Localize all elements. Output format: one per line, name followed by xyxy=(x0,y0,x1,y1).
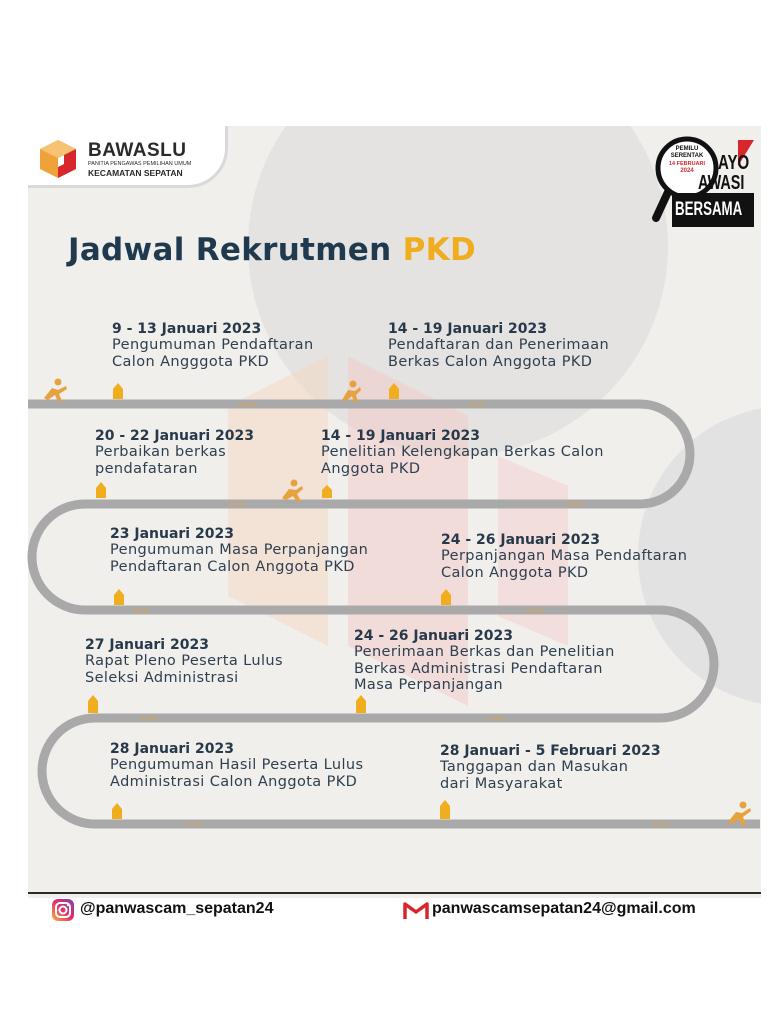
svg-text:>>>: >>> xyxy=(468,401,486,409)
badge-word-ayo: AYO xyxy=(718,152,750,174)
event-text: Perpanjangan Masa Pendaftaran xyxy=(441,548,688,564)
event-10 xyxy=(440,743,661,792)
event-text: Calon Angggota PKD xyxy=(112,353,270,370)
svg-text:>>>: >>> xyxy=(186,821,204,829)
event-text: Seleksi Administrasi xyxy=(85,669,239,686)
event-text: Perbaikan berkas xyxy=(95,444,227,460)
svg-text:>>>: >>> xyxy=(652,821,670,829)
instagram-handle[interactable]: @panwascam_sepatan24 xyxy=(80,900,274,917)
event-text: Pengumuman Pendaftaran xyxy=(112,337,314,353)
badge-word-bersama: BERSAMA xyxy=(675,199,743,220)
svg-text:<<<: <<< xyxy=(488,715,506,723)
event-date: 14 - 19 Januari 2023 xyxy=(388,321,547,337)
event-4 xyxy=(321,428,604,477)
badge-line3: 14 FEBRUARI xyxy=(668,161,706,167)
event-text: Penerimaan Berkas dan Penelitian xyxy=(354,644,615,660)
event-date: 28 Januari 2023 xyxy=(110,741,234,757)
event-text: Pendaftaran dan Penerimaan xyxy=(388,337,610,353)
event-5 xyxy=(110,526,368,575)
event-text: Pengumuman Masa Perpanjangan xyxy=(110,542,369,558)
badge-line2: SERENTAK xyxy=(670,153,704,159)
event-8 xyxy=(354,628,615,694)
event-date: 23 Januari 2023 xyxy=(110,526,234,542)
event-3 xyxy=(95,428,254,477)
event-7 xyxy=(85,637,283,686)
event-text: Rapat Pleno Peserta Lulus xyxy=(85,653,283,669)
badge-line1: PEMILU xyxy=(675,146,699,152)
event-date: 20 - 22 Januari 2023 xyxy=(95,428,254,444)
event-2 xyxy=(388,321,609,370)
event-text: Masa Perpanjangan xyxy=(354,677,504,693)
event-text: Berkas Administrasi Pendaftaran xyxy=(354,660,603,677)
badge-line4: 2024 xyxy=(680,168,694,174)
event-9 xyxy=(110,741,363,790)
svg-text:<<<: <<< xyxy=(140,715,158,723)
svg-text:<<<: <<< xyxy=(228,501,246,509)
event-6 xyxy=(441,532,687,581)
event-date: 28 Januari - 5 Februari 2023 xyxy=(440,743,661,759)
event-text: dari Masyarakat xyxy=(440,775,563,792)
title-accent: PKD xyxy=(402,232,476,268)
svg-text:>>>: >>> xyxy=(238,401,256,409)
event-text: pendafataran xyxy=(95,460,198,477)
brand-subtitle-small: PANITIA PENGAWAS PEMILIHAN UMUM xyxy=(88,161,192,167)
instagram-icon[interactable] xyxy=(51,898,75,922)
event-date: 9 - 13 Januari 2023 xyxy=(112,321,262,337)
email-address[interactable]: panwascamsepatan24@gmail.com xyxy=(432,900,696,917)
title-main: Jadwal Rekrutmen xyxy=(68,232,392,268)
svg-text:>>>: >>> xyxy=(132,607,150,615)
svg-text:>>>: >>> xyxy=(526,607,544,615)
event-date: 14 - 19 Januari 2023 xyxy=(321,428,480,444)
footer-divider xyxy=(28,892,761,894)
event-date: 27 Januari 2023 xyxy=(85,637,209,653)
event-text: Administrasi Calon Anggota PKD xyxy=(110,773,358,790)
svg-text:<<<: <<< xyxy=(566,501,584,509)
event-date: 24 - 26 Januari 2023 xyxy=(441,532,600,548)
brand-name: BAWASLU xyxy=(88,140,187,161)
event-text: Pendaftaran Calon Anggota PKD xyxy=(110,558,355,575)
brand-subtitle: KECAMATAN SEPATAN xyxy=(88,168,183,178)
event-date: 24 - 26 Januari 2023 xyxy=(354,628,513,644)
gmail-icon[interactable] xyxy=(403,901,429,921)
badge-word-awasi: AWASI xyxy=(698,172,745,194)
event-text: Calon Anggota PKD xyxy=(441,564,589,581)
event-text: Berkas Calon Anggota PKD xyxy=(388,353,593,370)
event-text: Pengumuman Hasil Peserta Lulus xyxy=(110,757,364,773)
event-text: Tanggapan dan Masukan xyxy=(440,759,629,775)
event-1 xyxy=(112,321,314,370)
event-text: Penelitian Kelengkapan Berkas Calon xyxy=(321,444,604,460)
event-text: Anggota PKD xyxy=(321,460,421,477)
